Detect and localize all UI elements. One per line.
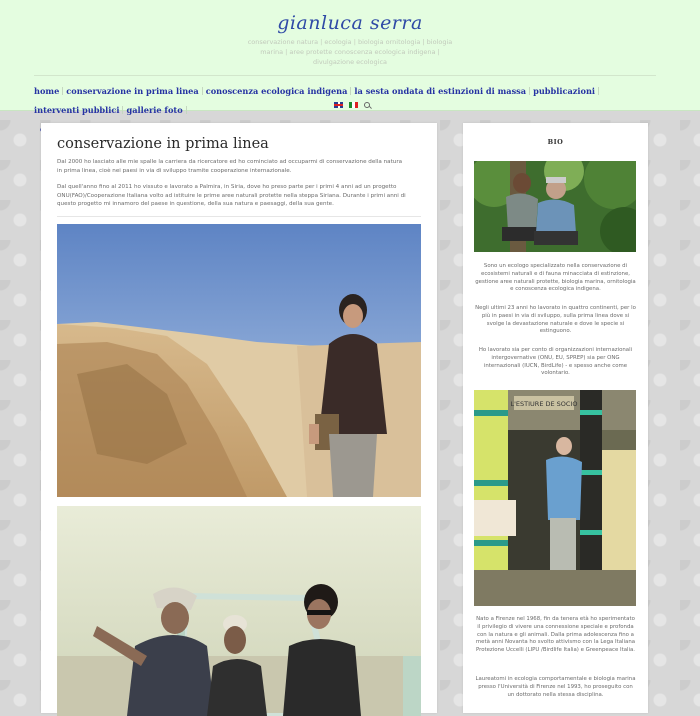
english-flag-icon[interactable] bbox=[334, 102, 343, 108]
nav-separator bbox=[350, 87, 351, 95]
main-content bbox=[41, 123, 437, 713]
bio-photo-forest[interactable] bbox=[474, 161, 636, 252]
nav-separator bbox=[122, 106, 123, 114]
nav-item-sesta-ondata[interactable]: la sesta ondata di estinzioni di massa bbox=[354, 86, 527, 96]
nav-separator bbox=[186, 106, 187, 114]
nav-item-pubblicazioni[interactable]: pubblicazioni bbox=[533, 86, 596, 96]
bio-title: BIO bbox=[547, 138, 564, 146]
bio-photo-shop[interactable] bbox=[474, 390, 636, 606]
nav-item-gallerie[interactable]: gallerie foto bbox=[126, 105, 183, 115]
nav-item-home[interactable]: home bbox=[34, 86, 60, 96]
bio-paragraph-1: Sono un ecologo specializzato nella conservazione di ecosistemi naturali e di fauna minacciata di estinzione, gestione aree naturali protette, biologia marina, ornitologia e conoscenza ecologica indigena. bbox=[475, 263, 636, 293]
bio-sidebar bbox=[463, 123, 648, 713]
nav-separator bbox=[62, 87, 63, 95]
language-bar bbox=[334, 101, 371, 109]
nav-item-conoscenza[interactable]: conoscenza ecologica indigena bbox=[205, 86, 348, 96]
shop-sign-text: L'ESTIURE DE SOCIO bbox=[510, 400, 578, 408]
content-divider bbox=[57, 216, 421, 217]
nav-item-conservazione[interactable]: conservazione in prima linea bbox=[66, 86, 199, 96]
page-title: conservazione in prima linea bbox=[57, 136, 269, 152]
desert-photo[interactable] bbox=[57, 224, 421, 497]
italian-flag-icon[interactable] bbox=[349, 102, 358, 108]
bio-paragraph-2: Negli ultimi 23 anni ho lavorato in quattro continenti, per lo più in paesi in via di sviluppo, sulla prima linea dove si svolge la devastazione naturale e dove le specie si estinguono. bbox=[475, 305, 636, 335]
nav-top-rule bbox=[34, 75, 656, 76]
search-icon[interactable] bbox=[364, 102, 371, 109]
syria-paragraph: Dal quell'anno fino al 2011 ho vissuto e lavorato a Palmira, in Siria, dove ho preso parte per i primi 4 anni ad un progetto ONU(FAO)/Cooperazione Italiana volto ad istituire le prime aree naturali protette nella steppa Siriana. Durante i primi anni di questo progetto mi innamoro del paese in questione, della sua natura e paesaggi, della sua gente. bbox=[57, 184, 406, 208]
bio-paragraph-4: Nato a Firenze nel 1968, fin da tenera età ho sperimentato il privilegio di vivere una connessione speciale e profonda con la natura e gli animali. Dalla prima adolescenza fino a metà anni Novanta ho svolto attivismo con la Lega Italiana Protezione Uccelli (LIPU /Birdlife Italia) e Greenpeace Italia. bbox=[475, 616, 636, 654]
nav-separator bbox=[598, 87, 599, 95]
nav-separator bbox=[529, 87, 530, 95]
site-tagline: conservazione natura | ecologia | biologia ornitologia | biologia marina | aree protette conoscenza ecologica indigena | divulgazione ecologica bbox=[247, 38, 453, 66]
bio-paragraph-5: Laureatomi in ecologia comportamentale e biologia marina presso l'Università di Firenze nel 1993, ho proseguito con un dottorato nella stessa disciplina. bbox=[475, 676, 636, 698]
jeep-photo[interactable] bbox=[57, 506, 421, 716]
intro-paragraph: Dal 2000 ho lasciato alle mie spalle la carriera da ricercatore ed ho cominciato ad occuparmi di conservazione della natura in prima linea, cioè nei paesi in via di sviluppo tramite cooperazione internazionale. bbox=[57, 159, 403, 174]
nav-item-interventi[interactable]: interventi pubblici bbox=[34, 105, 120, 115]
nav-separator bbox=[202, 87, 203, 95]
bio-paragraph-3: Ho lavorato sia per conto di organizzazioni internazionali intergovernative (ONU, EU, SPREP) sia per ONG internazionali (IUCN, BirdLife) - e spesso anche come volontario. bbox=[478, 347, 633, 377]
site-header bbox=[0, 0, 700, 115]
site-title[interactable]: gianluca serra bbox=[277, 12, 423, 34]
